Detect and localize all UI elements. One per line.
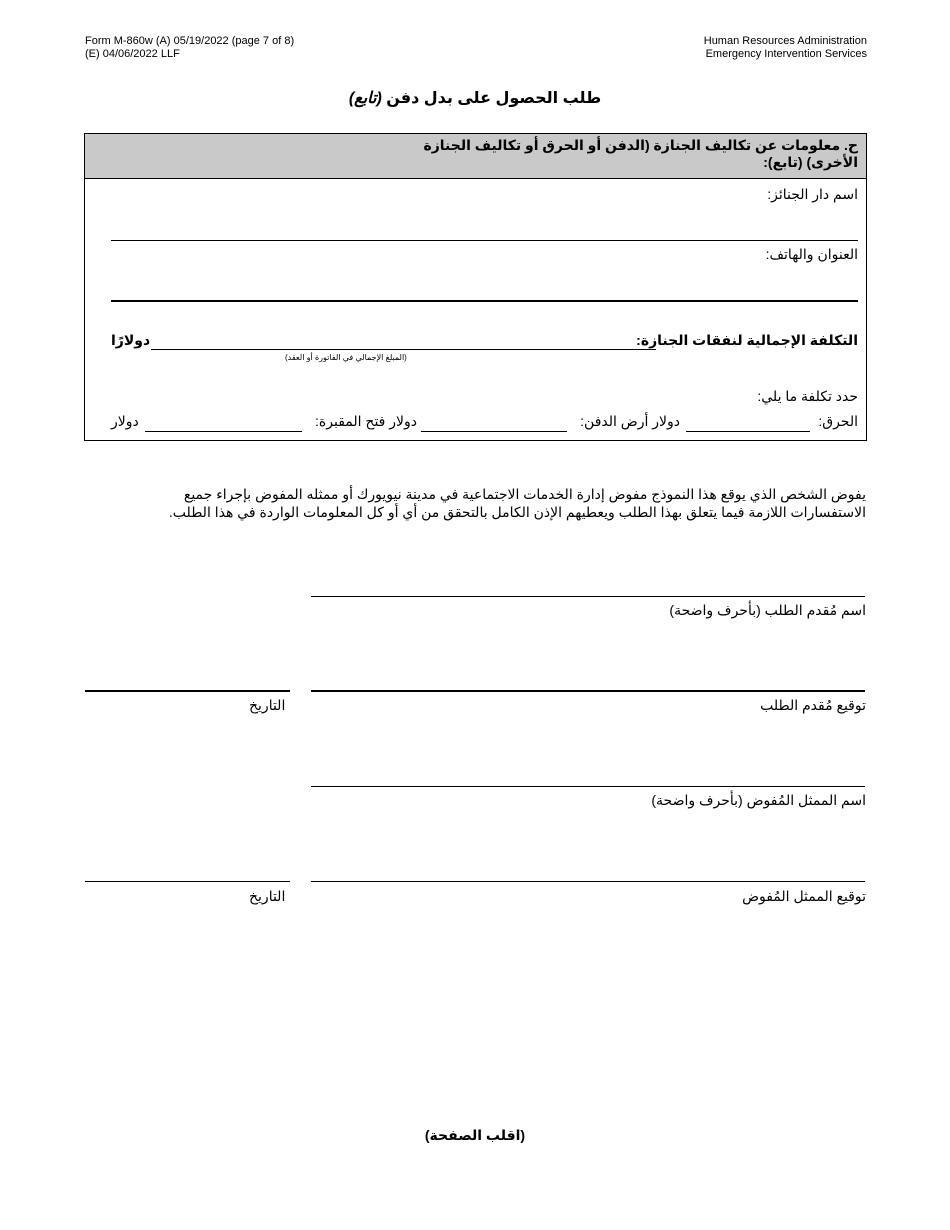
cremation-input-line[interactable] bbox=[686, 431, 810, 432]
cremation-label: الحرق: bbox=[818, 413, 858, 429]
applicant-signature-input-line[interactable] bbox=[311, 690, 865, 692]
funeral-home-label: اسم دار الجنائز: bbox=[767, 186, 858, 202]
burial-plot-label: دولار أرض الدفن: bbox=[580, 413, 680, 429]
section-h-header bbox=[85, 134, 866, 179]
address-phone-label: العنوان والهاتف: bbox=[765, 246, 858, 262]
page-title bbox=[0, 88, 950, 108]
total-cost-label: التكلفة الإجمالية لنفقات الجنازة: bbox=[636, 332, 858, 348]
total-cost-currency: دولارًا bbox=[111, 332, 151, 348]
applicant-date-label: التاريخ bbox=[249, 697, 286, 713]
representative-name-label: اسم الممثل المُفوض (بأحرف واضحة) bbox=[651, 792, 866, 808]
total-cost-input-line[interactable] bbox=[151, 349, 656, 350]
page-title-main: طلب الحصول على بدل دفن bbox=[386, 90, 602, 107]
form-number bbox=[85, 35, 294, 61]
dollar-last-label: دولار bbox=[111, 413, 139, 429]
applicant-name-input-line[interactable] bbox=[311, 596, 865, 597]
form-number-line1: Form M-860w (A) 05/19/2022 (page 7 of 8) bbox=[85, 35, 295, 47]
funeral-home-input-line[interactable] bbox=[111, 240, 858, 241]
representative-date-label: التاريخ bbox=[249, 888, 286, 904]
applicant-date-input-line[interactable] bbox=[85, 690, 290, 692]
agency-line1: Human Resources Administration bbox=[703, 35, 867, 47]
representative-signature-input-line[interactable] bbox=[311, 881, 865, 882]
burial-plot-input-line[interactable] bbox=[421, 431, 567, 432]
applicant-name-label: اسم مُقدم الطلب (بأحرف واضحة) bbox=[669, 602, 866, 618]
representative-name-input-line[interactable] bbox=[311, 786, 865, 787]
representative-signature-label: توقيع الممثل المُفوض bbox=[742, 888, 866, 904]
total-cost-note: (المبلغ الإجمالي في الفاتورة أو العقد) bbox=[285, 353, 407, 362]
grave-opening-label: دولار فتح المقبرة: bbox=[315, 413, 417, 429]
representative-date-input-line[interactable] bbox=[85, 881, 290, 882]
form-number-line2: (E) 04/06/2022 LLF bbox=[85, 48, 180, 60]
grave-opening-input-line[interactable] bbox=[145, 431, 302, 432]
authorization-text: يفوض الشخص الذي يوقع هذا النموذج مفوض إدارة الخدمات الاجتماعية في مدينة نيويورك أو ممثله المفوض بإجراء جميع الاستفسارات اللازمة فيما يتعلق بهذا الطلب ويعطيهم الإذن الكامل بالتحقق من أي أو كل المعلومات الواردة في هذا الطلب. bbox=[168, 486, 866, 520]
agency-line2: Emergency Intervention Services bbox=[705, 48, 867, 60]
section-h-box bbox=[84, 133, 867, 441]
agency-name bbox=[704, 35, 867, 61]
turn-page-note: (اقلب الصفحة) bbox=[424, 1127, 526, 1143]
address-phone-input-line[interactable] bbox=[111, 300, 858, 302]
specify-cost-label: حدد تكلفة ما يلي: bbox=[757, 388, 858, 404]
applicant-signature-label: توقيع مُقدم الطلب bbox=[760, 697, 866, 713]
page-title-suffix: (تابع) bbox=[348, 90, 382, 107]
section-h-heading: ح. معلومات عن تكاليف الجنازة (الدفن أو الحرق أو تكاليف الجنازة الأخرى) (تابع): bbox=[423, 137, 858, 170]
